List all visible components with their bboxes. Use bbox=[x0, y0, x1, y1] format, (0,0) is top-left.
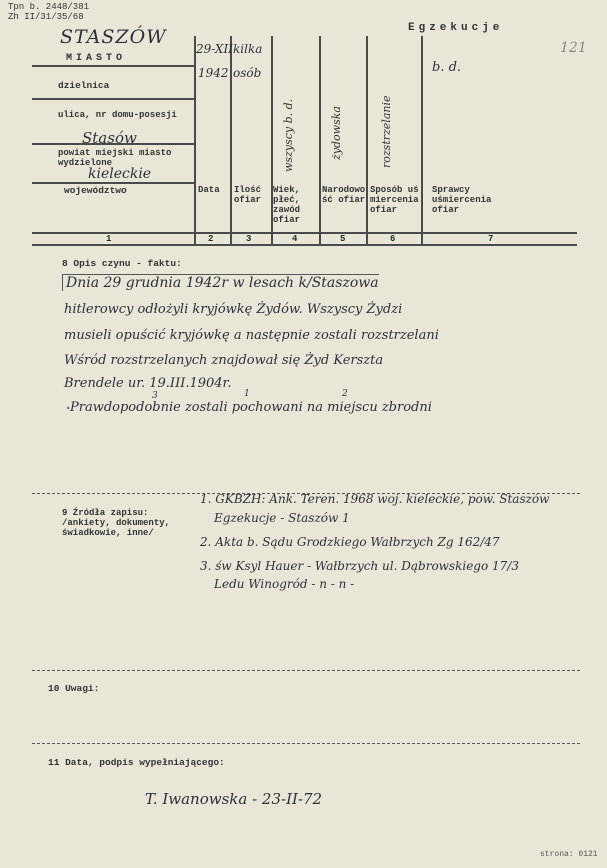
col-header-perpetrators: Sprawcy uśmiercenia ofiar bbox=[432, 185, 492, 215]
victims-handwritten-line2: osób bbox=[233, 66, 262, 80]
section11-label: 11 Data, podpis wypełniającego: bbox=[48, 757, 225, 768]
description-line-6: Prawdopodobnie zostali pochowani na miejscu zbrodni bbox=[70, 400, 432, 415]
column-divider bbox=[194, 36, 196, 246]
divider bbox=[32, 98, 194, 100]
age-sex-handwritten: wszyscy b. d. bbox=[282, 98, 295, 172]
description-line-2: hitlerowcy odłożyli kryjówkę Żydów. Wszyscy Żydzi bbox=[64, 302, 403, 317]
town-label: MIASTO bbox=[66, 53, 127, 64]
source-line-3: 2. Akta b. Sądu Grodzkiego Wałbrzych Zg 162/47 bbox=[200, 535, 500, 549]
description-line-1: Dnia 29 grudnia 1942r w lesach k/Staszowa bbox=[62, 274, 379, 291]
section10-label: 10 Uwagi: bbox=[48, 683, 100, 694]
source-line-4: 3. św Ksyl Hauer - Wałbrzych ul. Dąbrowskiego 17/3 bbox=[200, 559, 519, 573]
page-mark: 121 bbox=[560, 40, 587, 56]
col-number-1: 1 bbox=[106, 234, 112, 244]
street-label: ulica, nr domu-posesji bbox=[58, 110, 177, 120]
correction-mark-1: 1 bbox=[244, 389, 250, 399]
date-handwritten-line2: 1942 bbox=[198, 66, 229, 80]
section8-label: 8 Opis czynu - faktu: bbox=[62, 258, 182, 269]
street-handwritten: Stasów bbox=[82, 129, 137, 147]
town-handwritten: STASZÓW bbox=[60, 26, 167, 48]
divider bbox=[32, 232, 577, 234]
powiat-label: powiat miejski miasto wydzielone bbox=[58, 148, 172, 168]
correction-mark-3: 3 bbox=[152, 391, 158, 401]
voivodeship-label: województwo bbox=[64, 185, 127, 196]
divider bbox=[32, 182, 194, 184]
correction-mark-2: 2 bbox=[342, 389, 348, 399]
col-number-6: 6 bbox=[390, 234, 396, 244]
bullet-mark: · bbox=[64, 401, 73, 417]
source-line-1: 1. GKBZH: Ank. Teren. 1968 woj. kieleckie, pow. Staszów bbox=[200, 492, 550, 506]
col-header-method: Sposób uśmiercenia ofiar bbox=[370, 185, 419, 215]
col-number-5: 5 bbox=[340, 234, 346, 244]
date-handwritten-line1: 29-XII bbox=[196, 42, 233, 56]
signature: T. Iwanowska - 23-II-72 bbox=[145, 790, 323, 808]
col-number-7: 7 bbox=[488, 234, 494, 244]
col-number-2: 2 bbox=[208, 234, 214, 244]
description-line-3: musieli opuścić kryjówkę a następnie zostali rozstrzelani bbox=[64, 328, 439, 343]
col-header-victims: Ilość ofiar bbox=[234, 185, 262, 205]
district-label: dzielnica bbox=[58, 80, 110, 91]
description-line-5: Brendele ur. 19.III.1904r. bbox=[64, 376, 232, 391]
victims-handwritten-line1: kilka bbox=[233, 42, 263, 56]
section-separator bbox=[32, 670, 580, 671]
column-divider bbox=[230, 36, 232, 246]
description-line-4: Wśród rozstrzelanych znajdował się Żyd Kerszta bbox=[64, 353, 384, 368]
form-title: Egzekucje bbox=[408, 22, 504, 34]
divider bbox=[32, 65, 194, 67]
col-header-date: Data bbox=[198, 185, 220, 195]
column-divider bbox=[319, 36, 321, 246]
divider bbox=[32, 244, 577, 246]
archive-ref-line1: Tpn b. 2448/381 bbox=[8, 2, 90, 12]
column-divider bbox=[366, 36, 368, 246]
nationality-handwritten: żydowska bbox=[330, 106, 343, 160]
source-line-2: Egzekucje - Staszów 1 bbox=[214, 511, 350, 525]
perpetrators-handwritten: b. d. bbox=[432, 60, 462, 75]
powiat-handwritten: kieleckie bbox=[88, 166, 152, 182]
section-separator bbox=[32, 743, 580, 744]
archive-ref-line2: Zh II/31/35/68 bbox=[8, 12, 84, 22]
col-header-age: Wiek, płeć, zawód ofiar bbox=[273, 185, 301, 225]
source-line-5: Ledu Winogród - n - n - bbox=[214, 577, 355, 591]
section9-label: 9 Źródła zapisu: /ankiety, dokumenty, świadkowie, inne/ bbox=[62, 508, 171, 538]
col-number-4: 4 bbox=[292, 234, 298, 244]
method-handwritten: rozstrzelanie bbox=[380, 95, 393, 168]
col-number-3: 3 bbox=[246, 234, 252, 244]
col-header-nationality: Narodowość ofiar bbox=[322, 185, 366, 205]
page-number: strona: 0121 bbox=[540, 850, 598, 859]
